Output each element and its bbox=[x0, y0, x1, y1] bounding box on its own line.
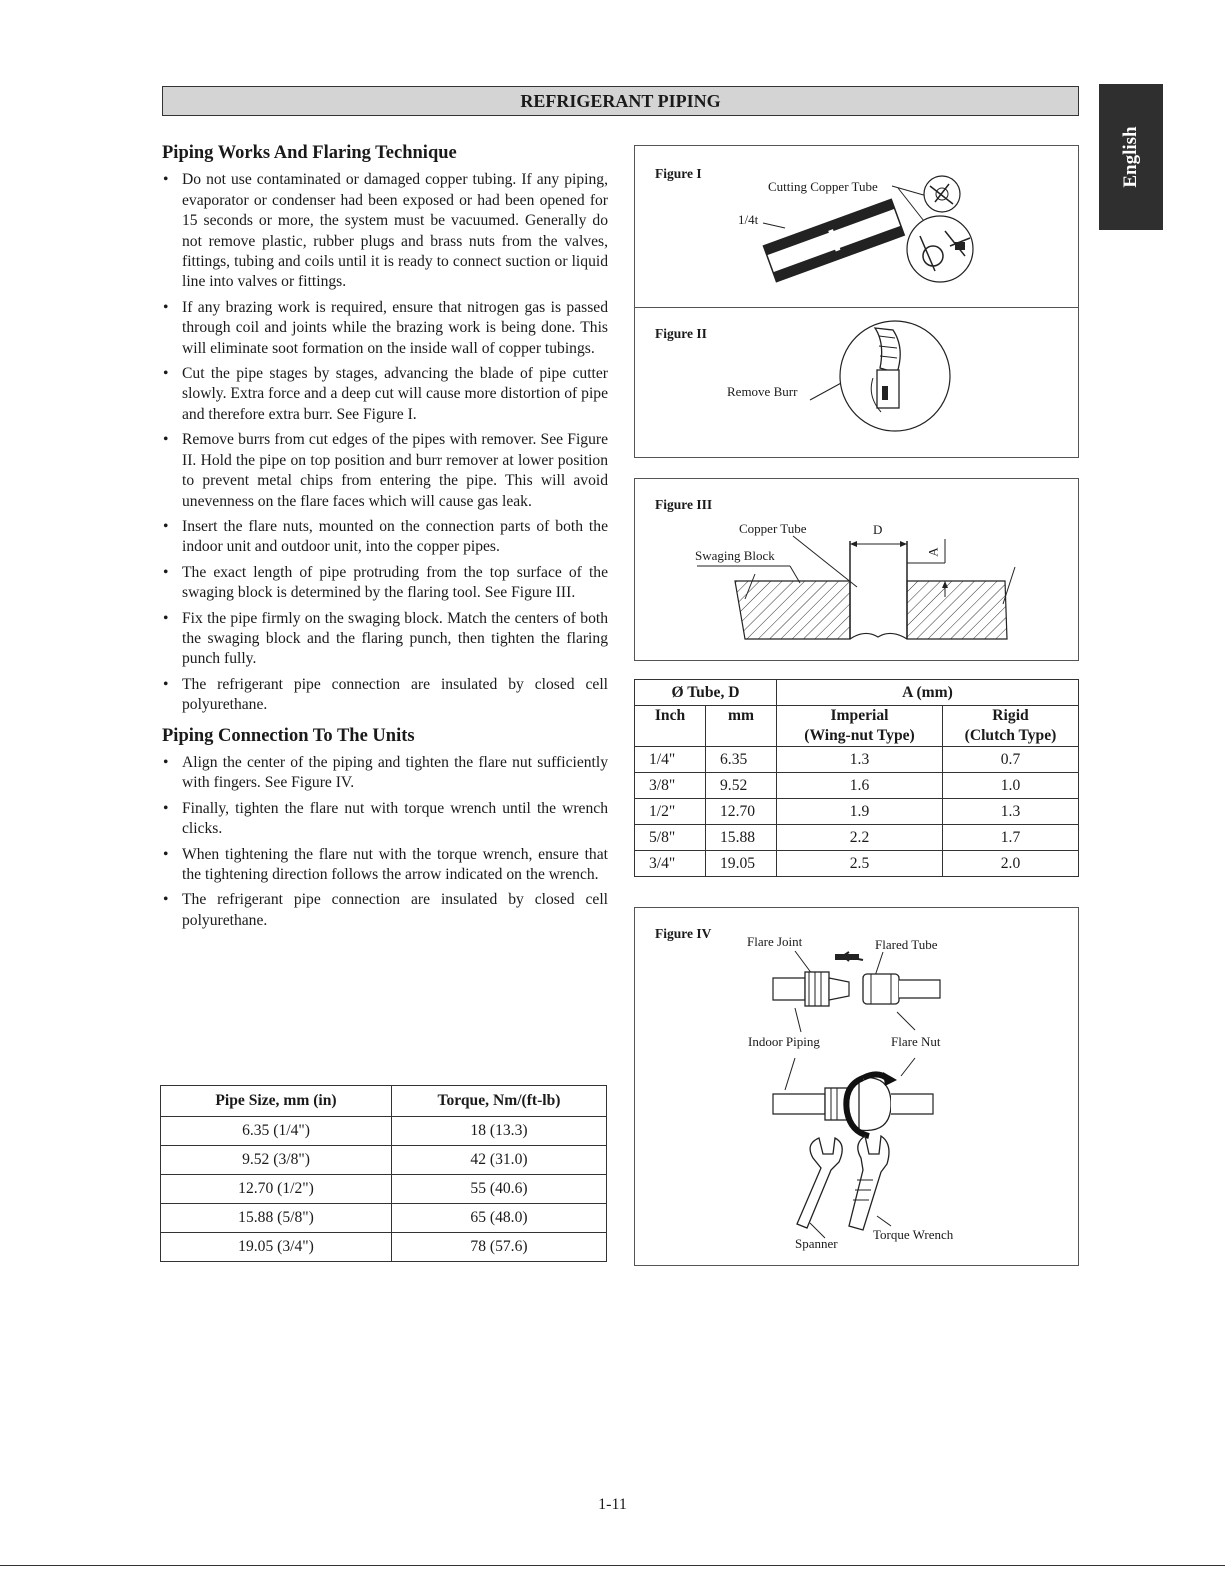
table-cell: 9.52 bbox=[706, 773, 777, 799]
cutting-copper-tube-label: Cutting Copper Tube bbox=[768, 179, 878, 194]
list-item: • Cut the pipe stages by stages, advancing the blade of pipe cutter slowly. Extra force and a deep cut will cause more distortion of pipe and therefore extra burr. See Figure I. bbox=[162, 364, 608, 425]
table-row bbox=[635, 747, 1079, 773]
table-header-row bbox=[161, 1086, 607, 1117]
remove-burr-label: Remove Burr bbox=[727, 384, 798, 399]
table-row bbox=[161, 1117, 607, 1146]
figure-2-label: Figure II bbox=[655, 326, 707, 341]
copper-tube-label: Copper Tube bbox=[739, 521, 807, 536]
section1-heading: Piping Works And Flaring Technique bbox=[162, 143, 457, 163]
table-cell: 65 (48.0) bbox=[392, 1204, 607, 1233]
table-cell: 1.0 bbox=[943, 773, 1079, 799]
swaging-block-label: Swaging Block bbox=[695, 548, 775, 563]
table-cell: 1/4" bbox=[635, 747, 706, 773]
indoor-piping-label: Indoor Piping bbox=[748, 1034, 820, 1049]
torque-wrench-label: Torque Wrench bbox=[873, 1227, 954, 1242]
list-item: • Finally, tighten the flare nut with torque wrench until the wrench clicks. bbox=[162, 799, 608, 840]
wing-nut-type-label: (Wing-nut Type) bbox=[804, 727, 915, 744]
table-header-row bbox=[635, 680, 1079, 706]
table-cell: 1/2" bbox=[635, 799, 706, 825]
list-item: • When tightening the flare nut with the torque wrench, ensure that the tightening direction follows the arrow indicated on the wrench. bbox=[162, 845, 608, 886]
table-cell: 1.3 bbox=[777, 747, 943, 773]
table-cell: 3/8" bbox=[635, 773, 706, 799]
imperial-label: Imperial bbox=[830, 707, 889, 724]
table-header-rigid bbox=[943, 706, 1079, 747]
table-cell: 78 (57.6) bbox=[392, 1233, 607, 1262]
language-tab bbox=[1099, 84, 1163, 230]
quarter-t-label: 1/4t bbox=[738, 212, 759, 227]
table-cell: 1.3 bbox=[943, 799, 1079, 825]
swaging-block-illustration bbox=[635, 479, 1080, 662]
figure-3-box bbox=[634, 478, 1079, 661]
list-item: • Fix the pipe firmly on the swaging block. Match the centers of both the swaging block and the flaring punch, then tighten the flaring punch fully. bbox=[162, 609, 608, 670]
table-cell: 6.35 (1/4") bbox=[161, 1117, 392, 1146]
spanner-label: Spanner bbox=[795, 1236, 838, 1251]
table-cell: 1.9 bbox=[777, 799, 943, 825]
section2-list bbox=[162, 753, 608, 931]
list-item: • Insert the flare nuts, mounted on the connection parts of both the indoor unit and outdoor unit, into the copper pipes. bbox=[162, 517, 608, 558]
section2-heading: Piping Connection To The Units bbox=[162, 725, 415, 746]
list-item: • The refrigerant pipe connection are insulated by closed cell polyurethane. bbox=[162, 675, 608, 716]
table-cell: 1.7 bbox=[943, 825, 1079, 851]
copper-tube-cut-illustration bbox=[635, 146, 1080, 306]
table-header-inch: Inch bbox=[635, 706, 706, 747]
table-row bbox=[161, 1204, 607, 1233]
flare-nut-label: Flare Nut bbox=[891, 1034, 941, 1049]
flare-joint-label: Flare Joint bbox=[747, 934, 803, 949]
page-number: 1-11 bbox=[598, 1496, 627, 1513]
section-header: REFRIGERANT PIPING bbox=[162, 86, 1079, 116]
torque-table bbox=[160, 1085, 607, 1262]
table-cell: 2.2 bbox=[777, 825, 943, 851]
tube-dimension-table bbox=[634, 679, 1079, 877]
table-cell: 1.6 bbox=[777, 773, 943, 799]
list-item: • Do not use contaminated or damaged copper tubing. If any piping, evaporator or condenser had been exposed or had been opened for 15 seconds or more, the system must be vacuumed. Generally do not remove plastic, rubber plugs and brass nuts from the valves, fittings, tubing and coils until it is ready to connect suction or liquid line into valves or fittings. bbox=[162, 170, 608, 292]
list-item: • The refrigerant pipe connection are insulated by closed cell polyurethane. bbox=[162, 890, 608, 931]
table-cell: 15.88 (5/8") bbox=[161, 1204, 392, 1233]
table-cell: 19.05 (3/4") bbox=[161, 1233, 392, 1262]
list-item: • If any brazing work is required, ensure that nitrogen gas is passed through coil and joints while the brazing work is being done. This will eliminate soot formation on the inside wall of copper tubings. bbox=[162, 298, 608, 359]
table-row bbox=[635, 851, 1079, 877]
table-cell: 55 (40.6) bbox=[392, 1175, 607, 1204]
left-column bbox=[162, 143, 608, 936]
table-cell: 19.05 bbox=[706, 851, 777, 877]
table-header-a-mm: A (mm) bbox=[777, 680, 1079, 706]
bottom-divider bbox=[0, 1565, 1225, 1566]
table-header-imperial bbox=[777, 706, 943, 747]
figure-3-label: Figure III bbox=[655, 497, 713, 512]
table-row bbox=[635, 825, 1079, 851]
table-cell: 18 (13.3) bbox=[392, 1117, 607, 1146]
figure-1-label: Figure I bbox=[655, 166, 702, 181]
table-row bbox=[161, 1146, 607, 1175]
figure-4-label: Figure IV bbox=[655, 926, 712, 941]
table-header-torque: Torque, Nm/(ft-lb) bbox=[392, 1086, 607, 1117]
table-subheader-row bbox=[635, 706, 1079, 747]
table-header-tube-d: Ø Tube, D bbox=[635, 680, 777, 706]
table-cell: 12.70 bbox=[706, 799, 777, 825]
table-cell: 5/8" bbox=[635, 825, 706, 851]
burr-removal-illustration bbox=[635, 308, 1080, 458]
table-row bbox=[161, 1175, 607, 1204]
table-cell: 3/4" bbox=[635, 851, 706, 877]
list-item: • Remove burrs from cut edges of the pipes with remover. See Figure II. Hold the pipe on top position and burr remover at lower position to prevent metal chips from entering the pipe. This will avoid unevenness on the flare faces which will cause gas leak. bbox=[162, 430, 608, 512]
list-item: • The exact length of pipe protruding from the top surface of the swaging block is determined by the flaring tool. See Figure III. bbox=[162, 563, 608, 604]
list-item: • Align the center of the piping and tighten the flare nut sufficiently with fingers. See Figure IV. bbox=[162, 753, 608, 794]
table-header-mm: mm bbox=[706, 706, 777, 747]
table-cell: 15.88 bbox=[706, 825, 777, 851]
figure-1-2-box bbox=[634, 145, 1079, 458]
table-cell: 9.52 (3/8") bbox=[161, 1146, 392, 1175]
table-row bbox=[161, 1233, 607, 1262]
dimension-d-label: D bbox=[873, 522, 883, 537]
table-cell: 2.5 bbox=[777, 851, 943, 877]
table-row bbox=[635, 799, 1079, 825]
table-cell: 42 (31.0) bbox=[392, 1146, 607, 1175]
table-row bbox=[635, 773, 1079, 799]
table-cell: 6.35 bbox=[706, 747, 777, 773]
figure-4-box bbox=[634, 907, 1079, 1266]
clutch-type-label: (Clutch Type) bbox=[964, 727, 1057, 744]
table-cell: 2.0 bbox=[943, 851, 1079, 877]
flared-tube-label: Flared Tube bbox=[875, 937, 938, 952]
table-cell: 12.70 (1/2") bbox=[161, 1175, 392, 1204]
flare-connection-illustration bbox=[635, 908, 1080, 1267]
section1-list bbox=[162, 170, 608, 715]
table-header-pipe-size: Pipe Size, mm (in) bbox=[161, 1086, 392, 1117]
table-cell: 0.7 bbox=[943, 747, 1079, 773]
dimension-a-label: A bbox=[925, 547, 941, 557]
rigid-label: Rigid bbox=[992, 707, 1029, 724]
language-tab-label: English bbox=[1120, 126, 1141, 188]
